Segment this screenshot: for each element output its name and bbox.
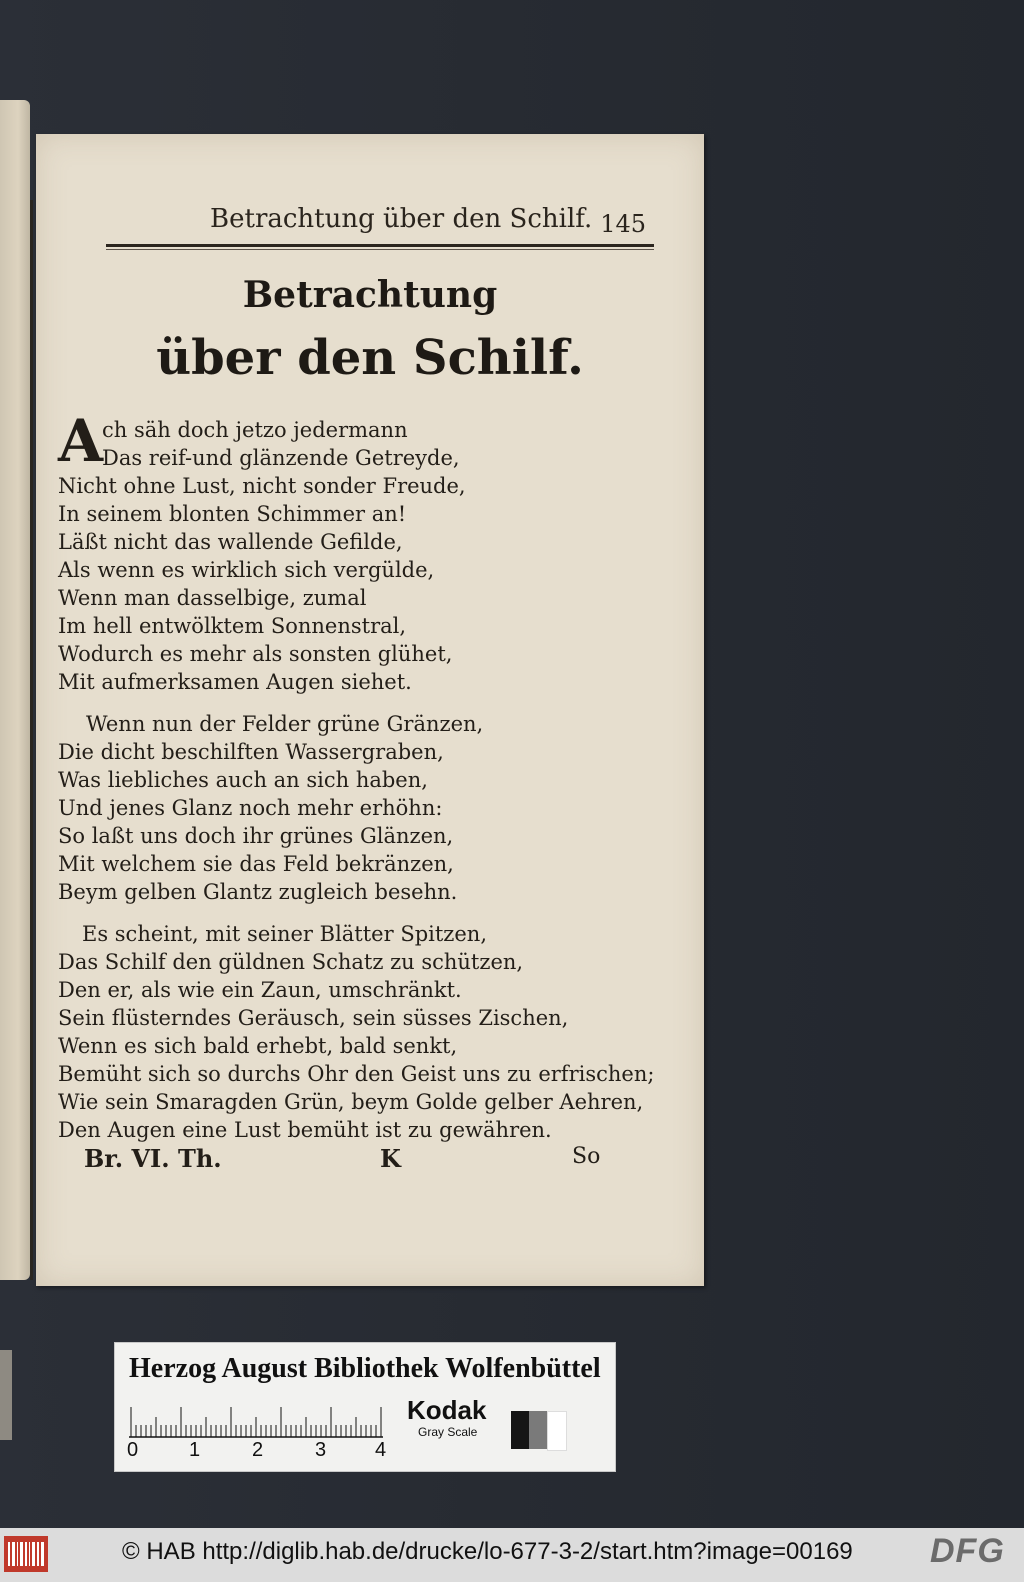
facing-page-edge — [0, 100, 30, 1280]
gray-swatch-black — [511, 1411, 529, 1449]
ruler-number: 0 — [127, 1439, 139, 1461]
stanza-2 — [58, 710, 678, 906]
poem-line: Nicht ohne Lust, nicht sonder Freude, — [58, 474, 466, 498]
poem-line: ch säh doch jetzo jedermann — [102, 418, 408, 442]
book-page — [36, 134, 704, 1286]
sheet-mark: K — [380, 1144, 401, 1173]
gray-swatch-white — [547, 1411, 567, 1451]
poem-line: Bemüht sich so durchs Ohr den Geist uns zu erfrischen; — [58, 1062, 655, 1086]
gutter-line — [30, 200, 33, 1280]
credit-bar — [0, 1528, 1024, 1582]
poem-line: Es scheint, mit seiner Blätter Spitzen, — [82, 922, 487, 946]
stanza-3 — [58, 920, 678, 1144]
kodak-logo: Kodak — [407, 1395, 487, 1425]
poem-line: In seinem blonten Schimmer an! — [58, 502, 407, 526]
poem-title-line1: Betrachtung — [242, 274, 498, 316]
poem-line: Mit aufmerksamen Augen siehet. — [58, 670, 412, 694]
ruler-number: 3 — [315, 1439, 327, 1461]
poem-line: Wenn nun der Felder grüne Gränzen, — [86, 712, 484, 736]
poem-line: Den Augen eine Lust bemüht ist zu gewähren. — [58, 1118, 552, 1142]
ruler-scale — [129, 1399, 383, 1439]
ruler-number: 4 — [375, 1439, 387, 1461]
poem-line: Beym gelben Glantz zugleich besehn. — [58, 880, 458, 904]
gray-swatch-mid — [529, 1411, 547, 1449]
head-rule — [106, 244, 654, 247]
running-title: Betrachtung über den Schilf. — [210, 204, 593, 234]
poem-line: Wenn es sich bald erhebt, bald senkt, — [58, 1034, 458, 1058]
signature-mark: Br. VI. Th. — [84, 1144, 222, 1173]
catchword: So — [572, 1144, 601, 1169]
credit-link[interactable]: © HAB http://diglib.hab.de/drucke/lo-677-3-2/start.htm?image=00169 — [122, 1538, 853, 1565]
barcode-icon — [4, 1536, 48, 1572]
poem-line: Wodurch es mehr als sonsten glühet, — [58, 642, 453, 666]
gray-scale-label: Gray Scale — [418, 1425, 478, 1439]
drop-cap: A — [58, 407, 104, 475]
stanza-1 — [58, 407, 678, 696]
poem-line: Und jenes Glanz noch mehr erhöhn: — [58, 796, 443, 820]
ruler-number: 2 — [252, 1439, 264, 1461]
poem-line: Sein flüsterndes Geräusch, sein süsses Zischen, — [58, 1006, 569, 1030]
facing-page-label — [0, 1350, 12, 1440]
poem-line: So laßt uns doch ihr grünes Glänzen, — [58, 824, 454, 848]
head-rule-thin — [106, 249, 654, 250]
page-number: 145 — [600, 210, 646, 238]
poem-line: Läßt nicht das wallende Gefilde, — [58, 530, 403, 554]
dfg-logo: DFG — [930, 1532, 1005, 1570]
poem-line: Die dicht beschilften Wassergraben, — [58, 740, 444, 764]
poem-line: Als wenn es wirklich sich vergülde, — [58, 558, 435, 582]
poem-line: Mit welchem sie das Feld bekränzen, — [58, 852, 454, 876]
ruler-number: 1 — [189, 1439, 201, 1461]
poem-line: Im hell entwölktem Sonnenstral, — [58, 614, 407, 638]
poem-line: Das Schilf den güldnen Schatz zu schützen, — [58, 950, 524, 974]
card-title: Herzog August Bibliothek Wolfenbüttel — [129, 1353, 601, 1384]
poem-line: Wenn man dasselbige, zumal — [58, 586, 367, 610]
color-calibration-card — [114, 1342, 616, 1472]
poem-line: Das reif-und glänzende Getreyde, — [102, 446, 460, 470]
poem-title-line2: über den Schilf. — [156, 330, 584, 386]
poem-line: Was liebliches auch an sich haben, — [58, 768, 428, 792]
poem-line: Wie sein Smaragden Grün, beym Golde gelber Aehren, — [58, 1090, 644, 1114]
poem-line: Den er, als wie ein Zaun, umschränkt. — [58, 978, 462, 1002]
